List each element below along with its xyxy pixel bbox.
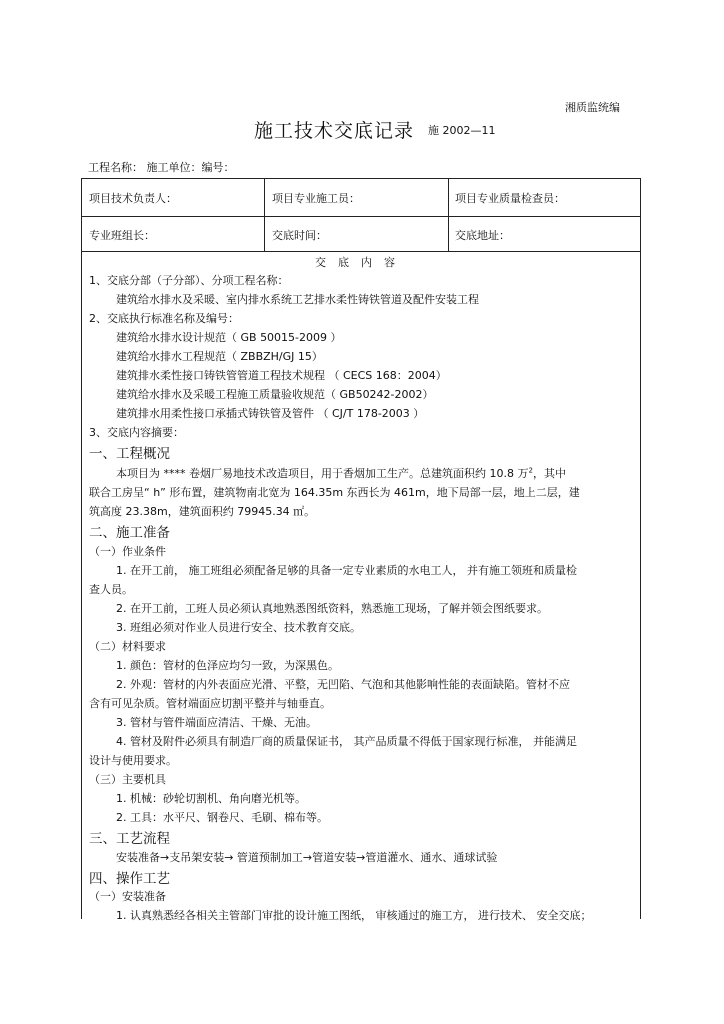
project-info-line: 工程名称： 施工单位：编号： <box>88 161 235 174</box>
list-item: 1. 颜色：管材的色泽应均匀一致，为深黑色。 <box>116 659 339 672</box>
content-heading: 交底内容 <box>315 256 407 269</box>
subheading-work-conditions: （一）作业条件 <box>89 545 166 558</box>
overview-line: 筑高度 23.38m，建筑面积约 79945.34 ㎡。 <box>89 505 316 518</box>
technical-lead-field[interactable]: 项目技术负责人： <box>89 192 177 205</box>
row-divider <box>82 216 640 217</box>
column-divider <box>448 179 449 251</box>
process-flow-text: 安装准备→支吊架安装→ 管道预制加工→管道安装→管道灌水、通水、通球试验 <box>116 851 498 864</box>
standard-item: 建筑给水排水设计规范（ GB 50015-2009 ） <box>116 331 342 344</box>
team-leader-field[interactable]: 专业班组长： <box>89 229 155 242</box>
list-item: 含有可见杂质。管材端面应切割平整并与轴垂直。 <box>89 697 331 710</box>
subheading-install-prep: （一）安装准备 <box>89 890 166 903</box>
section-1-title: 1、交底分部（子分部）、分项工程名称： <box>89 274 289 287</box>
list-item: 2. 外观：管材的内外表面应光滑、平整，无凹陷、气泡和其他影响性能的表面缺陷。管材不应 <box>116 678 570 691</box>
page-title: 施工技术交底记录 <box>254 120 415 142</box>
section-2-title: 2、交底执行标准名称及编号： <box>89 312 239 325</box>
list-item: 设计与使用要求。 <box>89 754 177 767</box>
overview-line: 联合工房呈“ h” 形布置，建筑物南北宽为 164.35m 东西长为 461m，地下局部一层，地上二层，建 <box>89 486 580 499</box>
list-item: 2. 工具：水平尺、钢卷尺、毛刷、棉布等。 <box>116 811 328 824</box>
standard-item: 建筑排水用柔性接口承插式铸铁管及管件 （ CJ/T 178-2003 ） <box>116 407 425 420</box>
standard-item: 建筑排水柔性接口铸铁管管道工程技术规程 （ CECS 168：2004） <box>116 369 447 382</box>
subheading-tools: （三）主要机具 <box>89 773 166 786</box>
list-item: 4. 管材及附件必须具有制造厂商的质量保证书， 其产品质量不得低于国家现行标准， 并能满足 <box>116 735 577 748</box>
subheading-materials: （二）材料要求 <box>89 640 166 653</box>
list-item: 3. 班组必须对作业人员进行安全、技术教育交底。 <box>116 621 361 634</box>
list-item: 1. 机械：砂轮切割机、角向磨光机等。 <box>116 792 306 805</box>
briefing-location-field[interactable]: 交底地址： <box>455 229 510 242</box>
overview-line: 本项目为 **** 卷烟厂易地技术改造项目，用于香烟加工生产。总建筑面积约 10.8 万$^2$，其中 <box>116 466 566 480</box>
construction-staff-field[interactable]: 项目专业施工员： <box>272 192 360 205</box>
heading-overview: 一、工程概况 <box>89 446 170 462</box>
heading-operation: 四、操作工艺 <box>89 871 170 887</box>
section-1-detail: 建筑给水排水及采暖、室内排水系统工艺排水柔性铸铁管道及配件安装工程 <box>116 293 479 306</box>
row-divider <box>82 251 640 252</box>
list-item: 查人员。 <box>89 583 133 596</box>
heading-process-flow: 三、工艺流程 <box>89 831 170 847</box>
form-number: 施 2002—11 <box>428 124 496 137</box>
list-item: 3. 管材与管件端面应清洁、干燥、无油。 <box>116 716 317 729</box>
standard-item: 建筑给水排水工程规范（ ZBBZH/GJ 15） <box>116 350 323 363</box>
heading-preparation: 二、施工准备 <box>89 525 170 541</box>
record-table <box>81 178 641 922</box>
briefing-time-field[interactable]: 交底时间： <box>272 229 327 242</box>
section-3-title: 3、交底内容摘要： <box>89 426 184 439</box>
list-item: 1. 在开工前， 施工班组必须配备足够的具备一定专业素质的水电工人， 并有施工领班和质量检 <box>116 564 577 577</box>
list-item: 2. 在开工前，工班人员必须认真地熟悉图纸资料，熟悉施工现场，了解并领会图纸要求。 <box>116 602 548 615</box>
publisher-label: 湘质监统编 <box>565 101 620 114</box>
standard-item: 建筑给水排水及采暖工程施工质量验收规范（ GB50242-2002） <box>116 388 434 401</box>
quality-inspector-field[interactable]: 项目专业质量检查员： <box>455 192 565 205</box>
list-item: 1. 认真熟悉经各相关主管部门审批的设计施工图纸， 审核通过的施工方， 进行技术、 安全交底； <box>116 909 592 922</box>
column-divider <box>264 179 265 251</box>
